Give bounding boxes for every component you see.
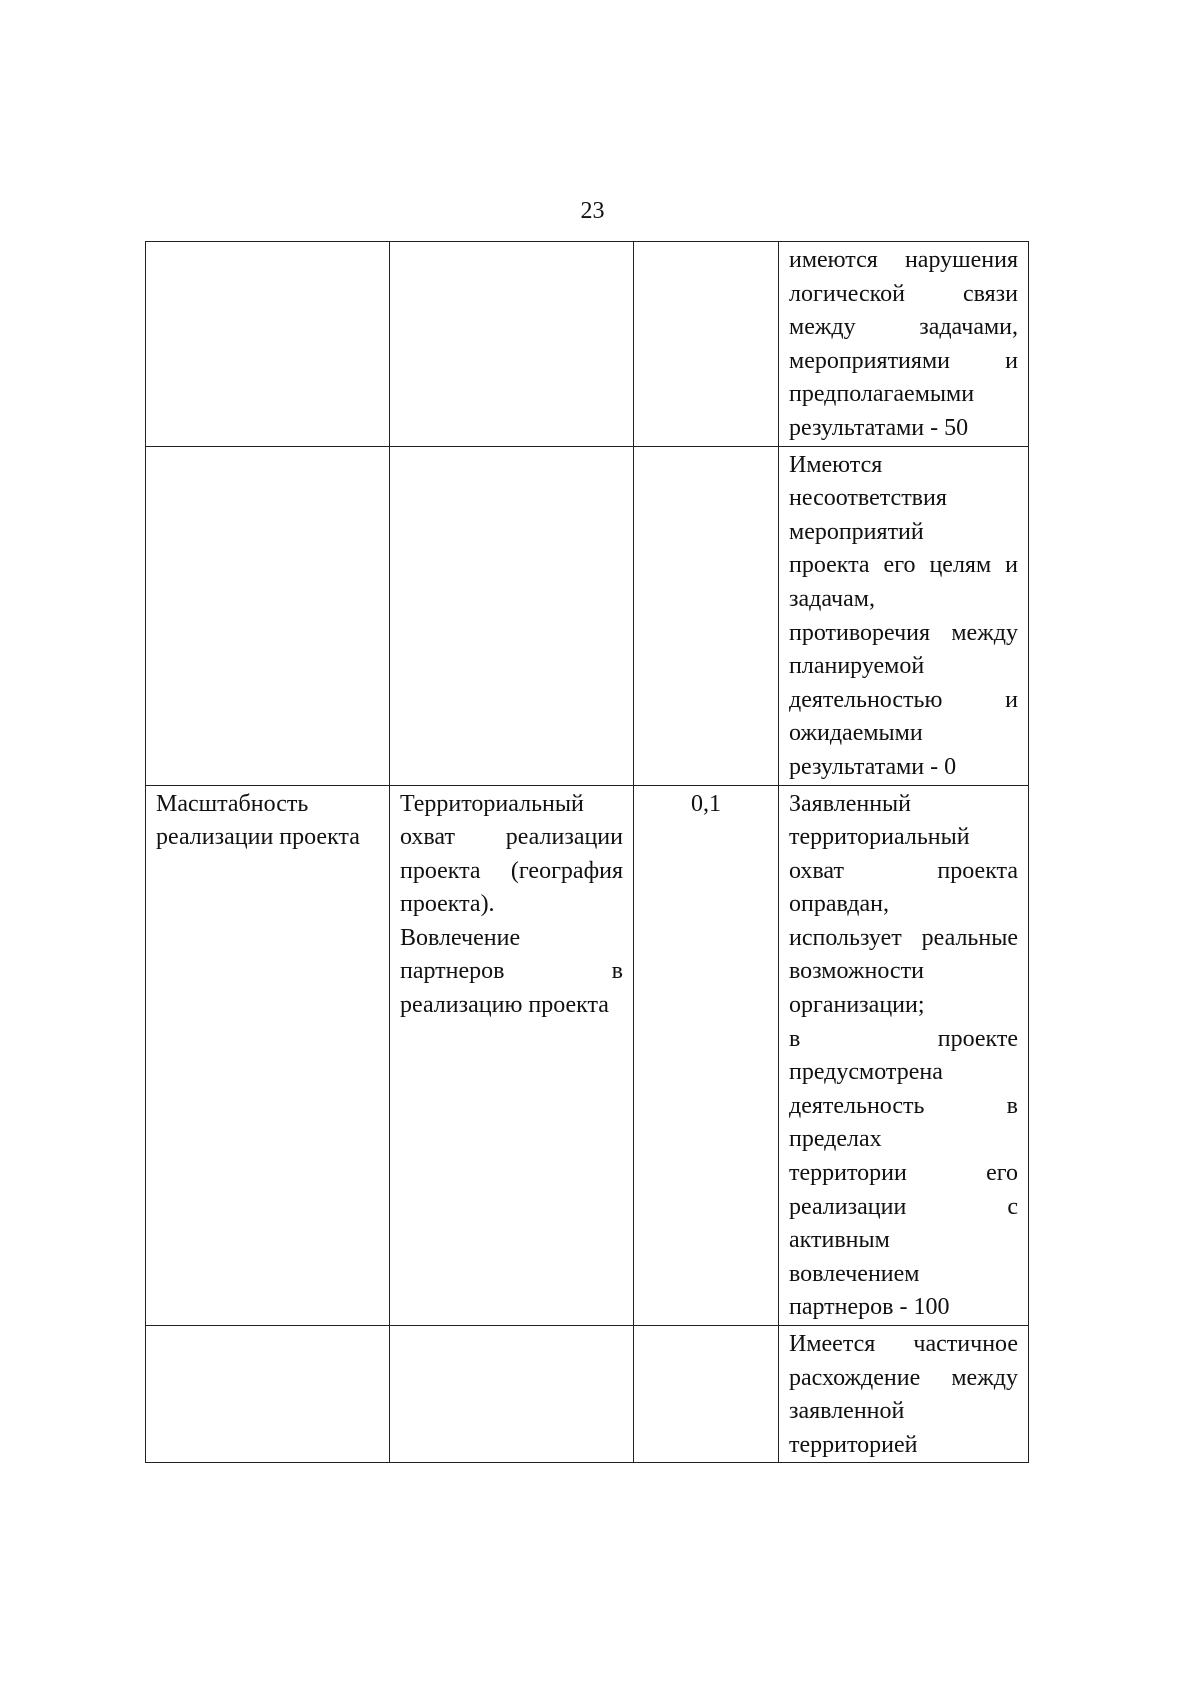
criterion-cell — [146, 446, 390, 785]
text-line: 0,1 — [691, 790, 721, 817]
text-line: активным — [789, 1227, 890, 1254]
score-description-cell — [779, 1326, 1029, 1463]
criterion-cell — [146, 1326, 390, 1463]
text-line: деятельностью и — [789, 686, 1018, 713]
text-line: охват реализации — [400, 824, 623, 851]
text-line: Имеются — [789, 451, 883, 478]
text-line: деятельность в — [789, 1092, 1018, 1119]
text-line: результатами - 0 — [789, 753, 957, 780]
text-line: Вовлечение — [400, 924, 521, 951]
table-row — [146, 446, 1029, 785]
text-line: партнеров в — [400, 958, 623, 985]
text-line: Имеется частичное — [789, 1331, 1018, 1357]
text-line: оправдан, — [789, 891, 889, 918]
text-line: территории его — [789, 1160, 1018, 1187]
text-line: задачам, — [789, 585, 875, 612]
page-number: 23 — [580, 198, 605, 224]
text-line: использует реальные — [789, 924, 1018, 951]
weight-cell — [634, 446, 779, 785]
text-line: несоответствия — [789, 485, 947, 512]
text-line: имеются нарушения — [789, 247, 1018, 273]
text-line: между задачами, — [789, 314, 1018, 341]
text-line: проекта). — [400, 891, 495, 918]
text-line: партнеров - 100 — [789, 1294, 950, 1321]
text-line: ожидаемыми — [789, 720, 923, 747]
text-line: проекта (география — [400, 857, 623, 884]
indicator-cell — [390, 785, 634, 1326]
weight-cell — [634, 785, 779, 1326]
score-description-cell — [779, 785, 1029, 1326]
criteria-table — [145, 241, 1029, 1463]
text-line: Заявленный — [789, 790, 912, 817]
text-line: заявленной — [789, 1398, 905, 1425]
indicator-cell — [390, 1326, 634, 1463]
text-line: мероприятий — [789, 518, 924, 545]
text-line: Территориальный — [400, 790, 584, 817]
weight-cell — [634, 242, 779, 447]
text-line: логической связи — [789, 280, 1018, 307]
weight-cell — [634, 1326, 779, 1463]
text-line: пределах — [789, 1126, 882, 1153]
text-line: возможности — [789, 958, 924, 985]
indicator-cell — [390, 446, 634, 785]
criterion-cell — [146, 785, 390, 1326]
table-row — [146, 242, 1029, 447]
text-line: планируемой — [789, 653, 925, 680]
text-line: реализации с — [789, 1193, 1018, 1220]
table-row — [146, 1326, 1029, 1463]
table-row — [146, 785, 1029, 1326]
score-description-cell — [779, 242, 1029, 447]
text-line: охват проекта — [789, 857, 1018, 884]
indicator-cell — [390, 242, 634, 447]
text-line: проекта его целям и — [789, 552, 1018, 579]
text-line: организации; — [789, 992, 925, 1019]
text-line: предусмотрена — [789, 1059, 943, 1086]
text-line: результатами - 50 — [789, 414, 969, 441]
text-line: в проекте — [789, 1025, 1018, 1052]
text-line: расхождение между — [789, 1364, 1018, 1391]
text-line: реализацию проекта — [400, 992, 609, 1019]
text-line: территорией — [789, 1431, 918, 1458]
text-line: территориальный — [789, 824, 970, 851]
text-line: мероприятиями и — [789, 347, 1018, 374]
text-line: вовлечением — [789, 1260, 920, 1287]
score-description-cell — [779, 446, 1029, 785]
criterion-cell — [146, 242, 390, 447]
text-line: предполагаемыми — [789, 381, 975, 408]
text-line: реализации проекта — [156, 824, 360, 851]
text-line: Масштабность — [156, 790, 309, 817]
text-line: противоречия между — [789, 619, 1018, 646]
